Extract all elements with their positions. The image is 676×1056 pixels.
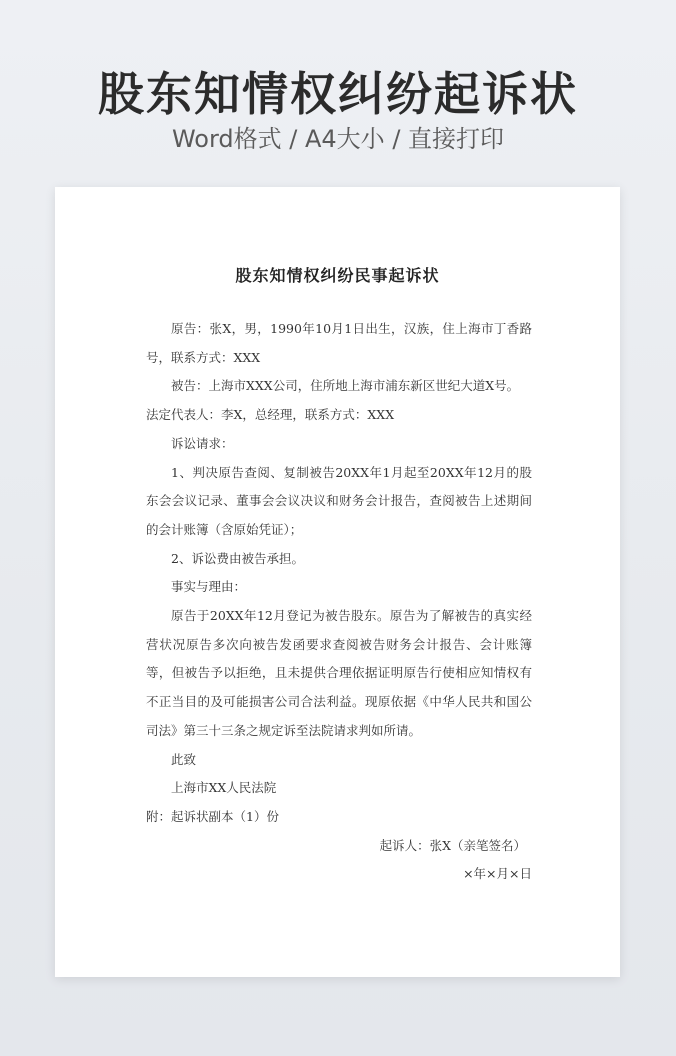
legal-representative-line: 法定代表人：李X，总经理，联系方式：XXX: [146, 407, 395, 423]
claims-heading: 诉讼请求：: [171, 435, 234, 451]
banner-title: 股东知情权纠纷起诉状: [98, 67, 578, 121]
attachment-line: 附：起诉状副本（1）份: [146, 808, 279, 824]
court-name-line: 上海市XX人民法院: [171, 780, 277, 796]
salutation-line: 此致: [171, 751, 197, 767]
claim-item-1: 1、判决原告查阅、复制被告20XX年1月起至20XX年12月的股东会会议记录、董事会会议决议和财务会计报告，查阅被告上述期间的会计账簿（含原始凭证）；: [146, 464, 532, 537]
plaintiff-paragraph: 原告：张X，男，1990年10月1日出生，汉族，住上海市丁香路号，联系方式：XXX: [146, 321, 532, 365]
facts-paragraph: 原告于20XX年12月登记为被告股东。原告为了解被告的真实经营状况原告多次向被告发函要求查阅被告财务会计报告、会计账簿等，但被告予以拒绝，且未提供合理依据证明原告行使相应知情权有不正当目的及可能损害公司合法利益。现原依据《中华人民共和国公司法》第三十三条之规定诉至法院请求判如所请。: [146, 608, 532, 738]
date-line: ×年×月×日: [463, 866, 532, 882]
claim-item-2: 2、诉讼费由被告承担。: [171, 550, 304, 566]
document-body: [146, 315, 532, 889]
defendant-paragraph: 被告：上海市XXX公司，住所地上海市浦东新区世纪大道X号。: [171, 378, 520, 394]
facts-heading: 事实与理由：: [171, 579, 247, 595]
document-title: 股东知情权纠纷民事起诉状: [235, 266, 440, 285]
signer-line: 起诉人：张X（亲笔签名）: [379, 837, 526, 853]
document-page: [55, 187, 620, 977]
banner-subtitle: Word格式 / A4大小 / 直接打印: [171, 125, 505, 153]
